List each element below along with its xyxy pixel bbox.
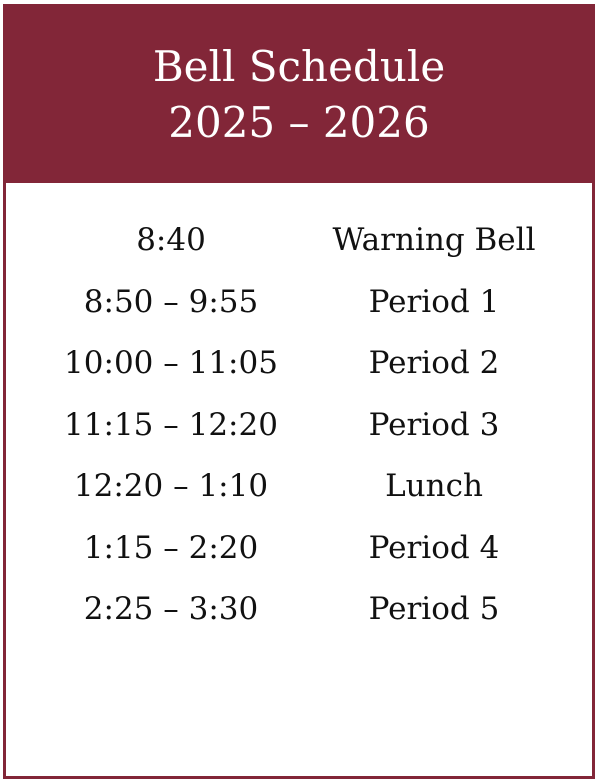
row-time: 11:15 – 12:20 [64,406,278,443]
schedule-row [6,276,592,338]
row-label: Lunch [385,468,483,504]
schedule-row [6,214,592,276]
row-label: Period 3 [368,406,500,443]
row-label: Warning Bell [332,222,536,258]
schedule-row [6,522,592,584]
schedule-row [6,337,592,399]
row-time: 8:40 [136,222,206,258]
schedule-title: Bell Schedule [152,42,446,91]
row-time: 10:00 – 11:05 [64,345,278,381]
row-time: 12:20 – 1:10 [73,468,269,504]
row-time: 1:15 – 2:20 [83,529,259,566]
schedule-header [6,7,592,183]
schedule-row [6,460,592,522]
row-time: 2:25 – 3:30 [83,591,259,627]
school-year: 2025 – 2026 [168,98,430,147]
schedule-list [6,214,592,645]
row-time: 8:50 – 9:55 [83,283,259,320]
row-label: Period 4 [368,529,500,566]
schedule-row [6,399,592,461]
row-label: Period 5 [368,591,500,627]
bell-schedule-card [3,4,595,779]
row-label: Period 1 [368,283,500,320]
row-label: Period 2 [368,345,500,381]
schedule-row [6,583,592,645]
